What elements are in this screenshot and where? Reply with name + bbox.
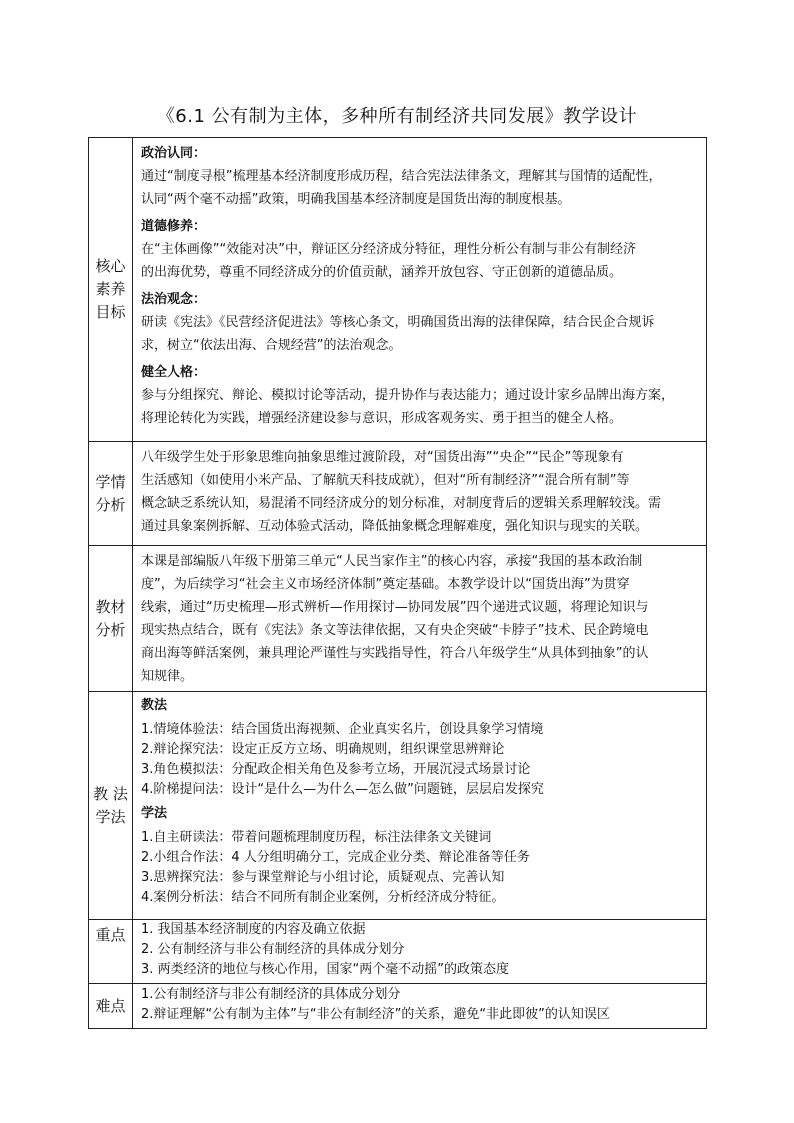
row-difficulties (89, 984, 707, 1029)
text-line: 参与分组探究、辩论、模拟讨论等活动，提升协作与表达能力；通过设计家乡品牌出海方案， (141, 388, 675, 403)
label-key-points (89, 920, 133, 984)
list-item: 3.思辨探究法：参与课堂辩论与小组讨论，质疑观点、完善认知 (141, 870, 505, 885)
text-line: 商出海等鲜活案例，兼具理论严谨性与实践指导性，符合八年级学生“从具体到抽象”的认 (141, 646, 649, 661)
list-item: 1. 我国基本经济制度的内容及确立依据 (141, 922, 366, 937)
text-line: 通过“制度寻根”梳理基本经济制度形成历程，结合宪法法律条文，理解其与国情的适配性， (141, 169, 662, 184)
list-item: 1.自主研读法：带着问题梳理制度历程，标注法律条文关键词 (141, 830, 492, 845)
row-key-points (89, 920, 707, 984)
text-line: 八年级学生处于形象思维向抽象思维过渡阶段，对“国货出海”“央企”“民企”等现象有 (141, 450, 624, 465)
content-core-goals (133, 138, 707, 442)
label-line: 素养 (95, 280, 126, 298)
label-line: 分析 (95, 620, 126, 639)
label-line: 核心 (95, 257, 126, 275)
label-line: 分析 (95, 495, 126, 514)
content-key-points (133, 920, 707, 984)
content-methods (133, 692, 707, 920)
content-difficulties (133, 984, 707, 1029)
row-textbook (89, 546, 707, 692)
label-students (89, 442, 133, 546)
text-line: 认同“两个毫不动摇”政策，明确我国基本经济制度是国货出海的制度根基。 (141, 192, 571, 207)
list-item: 3.角色模拟法：分配政企相关角色及参考立场，开展沉浸式场景讨论 (141, 762, 531, 777)
row-students (89, 442, 707, 546)
text-line: 度”，为后续学习“社会主义市场经济体制”奠定基础。本教学设计以“国货出海”为贯穿 (141, 577, 630, 592)
page-title: 《6.1 公有制为主体，多种所有制经济共同发展》教学设计 (156, 106, 638, 127)
heading-teaching-methods: 教法 (141, 698, 168, 713)
label-line: 难点 (95, 996, 126, 1015)
text-line: 在“主体画像”“效能对决”中，辩证区分经济成分特征，理性分析公有制与非公有制经济 (141, 242, 636, 257)
list-item: 1.情境体验法：结合国货出海视频、企业真实名片，创设具象学习情境 (141, 722, 544, 737)
label-methods (89, 692, 133, 920)
label-line: 重点 (95, 926, 126, 944)
label-core-goals (89, 138, 133, 442)
list-item: 2.辩证理解“公有制为主体”与“非公有制经济”的关系，避免“非此即彼”的认知误区 (141, 1007, 610, 1022)
label-line: 学法 (95, 807, 126, 826)
content-textbook (133, 546, 707, 692)
label-line: 目标 (95, 303, 126, 321)
heading-political-identity: 政治认同： (141, 146, 207, 161)
text-line: 知规律。 (141, 669, 194, 684)
row-methods (89, 692, 707, 920)
list-item: 1.公有制经济与非公有制经济的具体成分划分 (141, 987, 401, 1002)
label-line: 教材 (95, 597, 126, 616)
text-line: 求，树立“依法出海、合规经营”的法治观念。 (141, 338, 402, 353)
text-line: 研读《宪法》《民营经济促进法》等核心条文，明确国货出海的法律保障，结合民企合规诉 (141, 315, 655, 330)
list-item: 4.案例分析法：结合不同所有制企业案例，分析经济成分特征。 (141, 890, 505, 905)
label-textbook (89, 546, 133, 692)
list-item: 2.辩论探究法：设定正反方立场、明确规则，组织课堂思辨辩论 (141, 742, 505, 757)
list-item: 4.阶梯提问法：设计“是什么—为什么—怎么做”问题链，层层启发探究 (141, 782, 544, 797)
lesson-design-table (88, 137, 707, 1029)
label-difficulties (89, 984, 133, 1029)
label-line: 教 法 (93, 784, 128, 803)
heading-law: 法治观念： (141, 292, 207, 307)
list-item: 2. 公有制经济与非公有制经济的具体成分划分 (141, 942, 405, 957)
text-line: 本课是部编版八年级下册第三单元“人民当家作主”的核心内容，承接“我国的基本政治制 (141, 554, 643, 569)
heading-learning-methods: 学法 (141, 806, 168, 821)
heading-personality: 健全人格： (141, 365, 207, 380)
text-line: 的出海优势，尊重不同经济成分的价值贡献，涵养开放包容、守正创新的道德品质。 (141, 265, 623, 280)
heading-moral: 道德修养： (141, 219, 207, 234)
text-line: 通过具象案例拆解、互动体验式活动，降低抽象概念理解难度，强化知识与现实的关联。 (141, 519, 649, 534)
text-line: 概念缺乏系统认知，易混淆不同经济成分的划分标准，对制度背后的逻辑关系理解较浅。需 (141, 496, 662, 511)
content-students (133, 442, 707, 546)
text-line: 线索，通过“历史梳理—形式辨析—作用探讨—协同发展”四个递进式议题，将理论知识与 (141, 600, 649, 615)
text-line: 现实热点结合，既有《宪法》条文等法律依据，又有央企突破“卡脖子”技术、民企跨境电 (141, 623, 649, 638)
list-item: 2.小组合作法：4 人分组明确分工，完成企业分类、辩论准备等任务 (141, 850, 530, 865)
list-item: 3. 两类经济的地位与核心作用，国家“两个毫不动摇”的政策态度 (141, 962, 510, 977)
label-line: 学情 (95, 472, 126, 491)
text-line: 将理论转化为实践，增强经济建设参与意识，形成客观务实、勇于担当的健全人格。 (141, 411, 623, 426)
row-core-goals (89, 138, 707, 442)
text-line: 生活感知（如使用小米产品、了解航天科技成就），但对“所有制经济”“混合所有制”等 (141, 473, 630, 488)
